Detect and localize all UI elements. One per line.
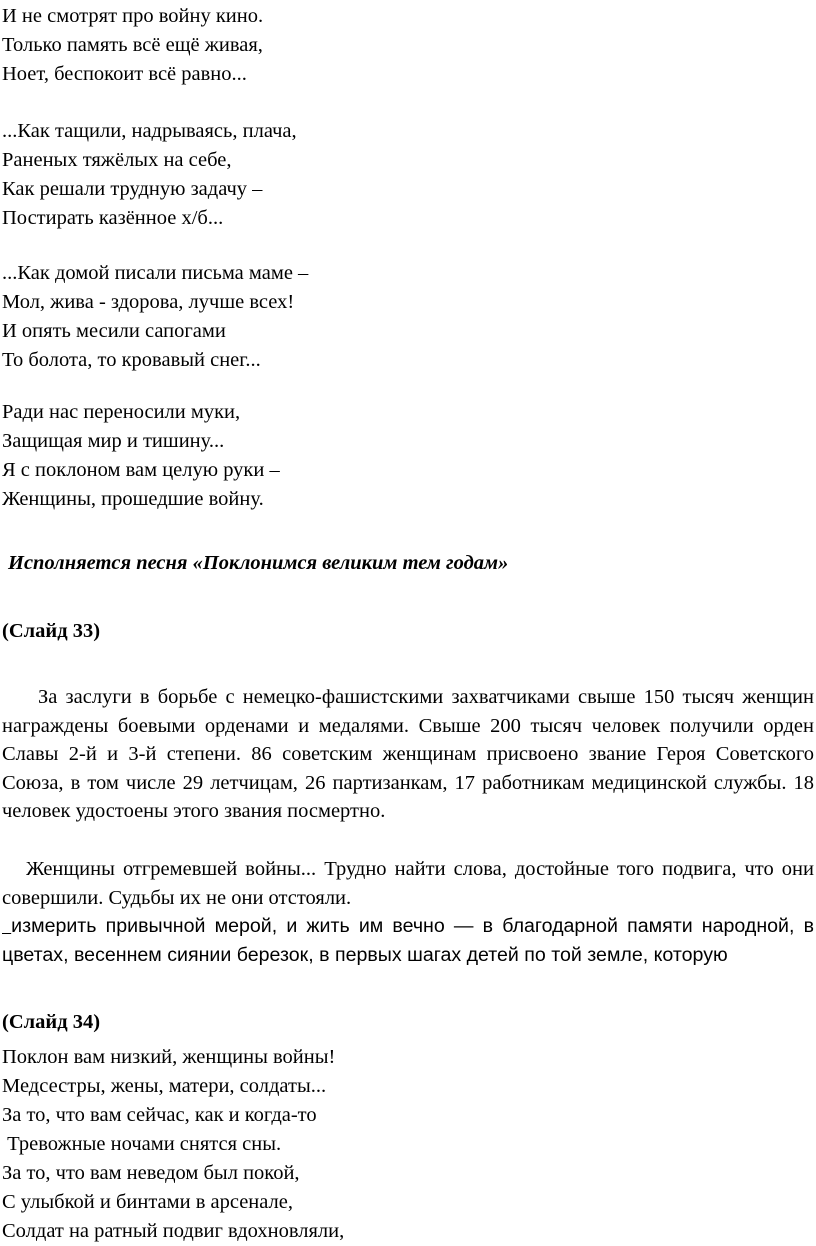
poem-line: То болота, то кровавый снег... (2, 349, 261, 371)
poem-line: Женщины, прошедшие войну. (2, 488, 264, 510)
slide-label: (Слайд 33) (2, 620, 101, 642)
poem-line: Постирать казённое х/б... (2, 207, 224, 229)
poem-line: Поклон вам низкий, женщины войны! (2, 1046, 336, 1068)
poem-line: ...Как домой писали письма маме – (2, 262, 309, 284)
body-paragraph: Женщины отгремевшей войны... Трудно найти слова, достойные того подвига, что они совершили. Судьбы их не они отстояли. (2, 858, 814, 909)
poem-line: С улыбкой и бинтами в арсенале, (2, 1191, 293, 1213)
slide-label: (Слайд 34) (2, 1011, 101, 1033)
poem-line: Солдат на ратный подвиг вдохновляли, (2, 1220, 345, 1242)
poem-line: Медсестры, жены, матери, солдаты... (2, 1075, 327, 1097)
poem-line: Раненых тяжёлых на себе, (2, 149, 232, 171)
poem-line: ...Как тащили, надрываясь, плача, (2, 120, 297, 142)
body-paragraph (2, 912, 814, 970)
poem-line: За то, что вам неведом был покой, (2, 1162, 300, 1184)
poem-line: Ради нас переносили муки, (2, 401, 241, 423)
song-note: Исполняется песня «Поклонимся великим тем годам» (8, 552, 509, 574)
poem-line: И опять месили сапогами (2, 320, 226, 342)
poem-line: За то, что вам сейчас, как и когда-то (2, 1104, 317, 1126)
underline-mark (2, 915, 11, 937)
poem-line: Защищая мир и тишину... (2, 430, 225, 452)
poem-line: Тревожные ночами снятся сны. (2, 1133, 282, 1155)
paragraph-text: измерить привычной мерой, и жить им вечно — в благодарной памяти народной, в цветах, весеннем сиянии березок, в первых шагах детей по той земле, которую (2, 915, 814, 966)
poem-line: Как решали трудную задачу – (2, 178, 263, 200)
body-paragraph: За заслуги в борьбе с немецко-фашистскими захватчиками свыше 150 тысяч женщин награждены боевыми орденами и медалями. Свыше 200 тысяч человек получили орден Славы 2-й и 3-й степени. 86 советским женщинам присвоено звание Героя Советского Союза, в том числе 29 летчицам, 26 партизанкам, 17 работникам медицинской службы. 18 человек удостоены этого звания посмертно. (2, 686, 814, 822)
poem-line: Только память всё ещё живая, (2, 34, 263, 56)
poem-line: И не смотрят про войну кино. (2, 5, 264, 27)
poem-line: Ноет, беспокоит всё равно... (2, 63, 247, 85)
poem-line: Я с поклоном вам целую руки – (2, 459, 280, 481)
poem-line: Мол, жива - здорова, лучше всех! (2, 291, 295, 313)
